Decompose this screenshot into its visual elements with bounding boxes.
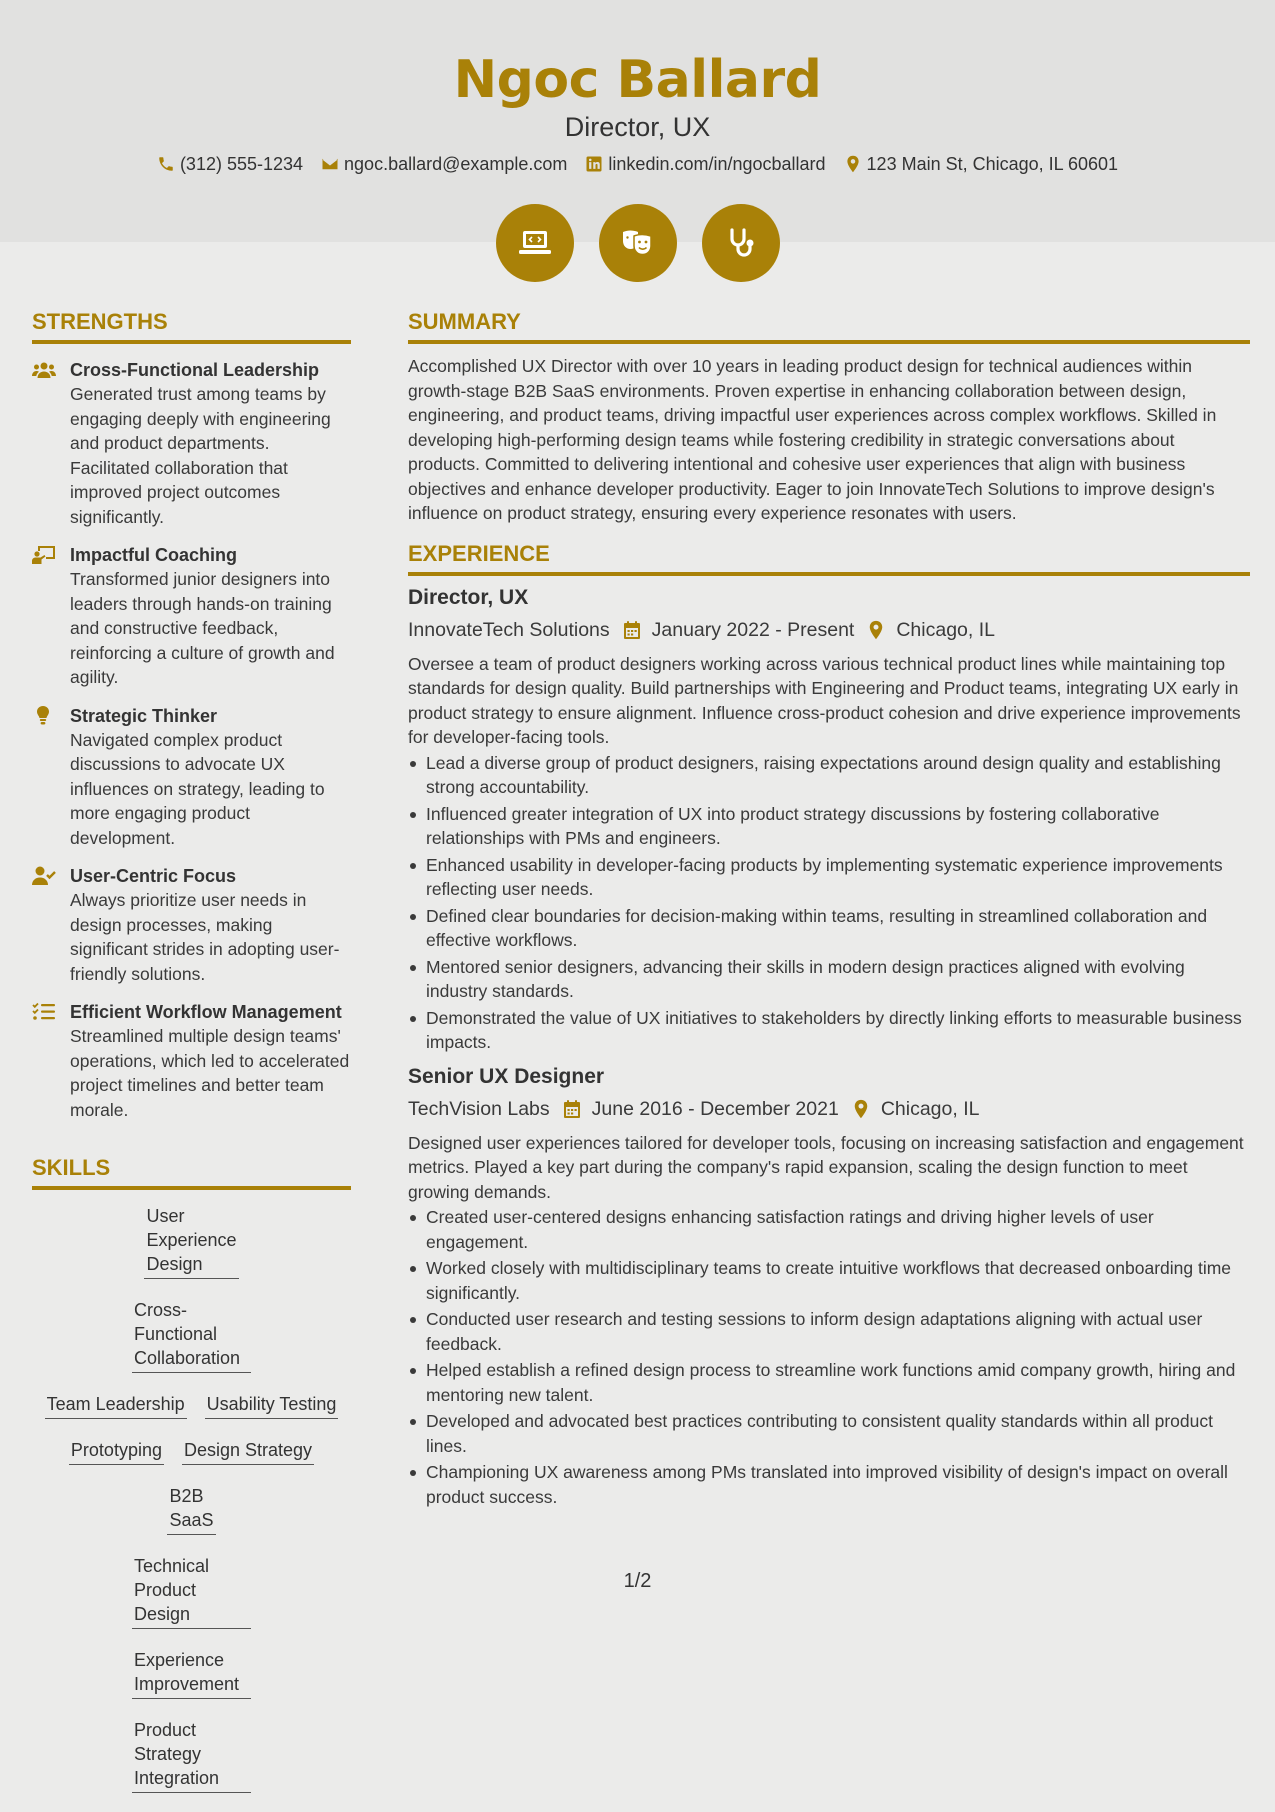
contact-linkedin[interactable] [585, 152, 825, 176]
address-text: 123 Main St, Chicago, IL 60601 [866, 154, 1119, 174]
list-item: Helped establish a refined design process to streamline work functions amid company growth, hiring and mentoring new talent. [408, 1358, 1250, 1407]
map-pin-icon [866, 620, 886, 640]
envelope-icon [321, 155, 339, 173]
strength-item [32, 543, 351, 690]
job-bullets [408, 751, 1250, 1055]
list-item: Championing UX awareness among PMs translated into improved visibility of design's impact on overall product success. [408, 1460, 1250, 1509]
strength-desc: Navigated complex product discussions to advocate UX influences on strategy, leading to more engaging product development. [70, 729, 325, 848]
phone-text: (312) 555-1234 [179, 154, 304, 174]
job-dates: June 2016 - December 2021 [591, 1097, 839, 1120]
theater-masks-icon [618, 223, 658, 263]
job-title: Director, UX [408, 585, 529, 609]
job-company: InnovateTech Solutions [408, 618, 610, 641]
strength-head: Cross-Functional Leadership [70, 360, 320, 380]
job-description: Designed user experiences tailored for developer tools, focusing on increasing satisfaction and engagement metrics. Played a key part during the company's rapid expansion, scaling the design function to meet growing demands. [408, 1132, 1244, 1202]
hobby-circle-theater [599, 204, 677, 282]
skills-heading: SKILLS [32, 1154, 351, 1190]
strength-desc: Streamlined multiple design teams' operations, which led to accelerated project timelines and better team morale. [70, 1026, 350, 1120]
list-item: Created user-centered designs enhancing satisfaction ratings and driving higher levels of user engagement. [408, 1205, 1250, 1254]
hobby-icons [0, 204, 1275, 282]
skills-list [32, 1204, 351, 1812]
skill-tag: Cross-Functional Collaboration [132, 1298, 251, 1373]
contact-address [844, 152, 1119, 176]
strength-head: User-Centric Focus [70, 866, 237, 886]
phone-icon [157, 155, 175, 173]
job-company: TechVision Labs [408, 1097, 550, 1120]
skill-tag: User Experience Design [144, 1204, 238, 1279]
job-meta [408, 1095, 1250, 1123]
stethoscope-icon [721, 223, 761, 263]
linkedin-text: linkedin.com/in/ngocballard [608, 154, 826, 174]
map-pin-icon [844, 155, 862, 173]
skill-tag: Prototyping [69, 1438, 164, 1465]
list-item: Demonstrated the value of UX initiatives to stakeholders by directly linking efforts to measurable business impacts. [408, 1006, 1250, 1055]
candidate-name: Ngoc Ballard [453, 50, 822, 110]
lightbulb-icon [32, 706, 56, 726]
list-item: Enhanced usability in developer-facing products by implementing systematic experience improvements reflecting user needs. [408, 853, 1250, 902]
job-location: Chicago, IL [880, 1097, 980, 1120]
skill-tag: Experience Improvement [132, 1648, 251, 1699]
skill-tag: Team Leadership [45, 1392, 187, 1419]
strength-head: Strategic Thinker [70, 705, 218, 726]
contact-email[interactable] [321, 152, 567, 176]
job-location: Chicago, IL [896, 618, 995, 641]
list-item: Worked closely with multidisciplinary teams to create intuitive workflows that decreased onboarding time significantly. [408, 1256, 1250, 1305]
job-dates: January 2022 - Present [651, 618, 855, 641]
contact-row [0, 152, 1275, 176]
job-title: Senior UX Designer [408, 1064, 605, 1088]
list-item: Lead a diverse group of product designers, raising expectations around design quality and establishing strong accountability. [408, 751, 1250, 800]
list-item: Defined clear boundaries for decision-making within teams, resulting in streamlined collaboration and effective workflows. [408, 904, 1250, 953]
hobby-circle-laptop [496, 204, 574, 282]
strength-item [32, 1000, 351, 1122]
list-item: Conducted user research and testing sessions to inform design adaptations aligning with actual user feedback. [408, 1307, 1250, 1356]
list-item: Influenced greater integration of UX into product strategy discussions by fostering collaborative relationships with PMs and engineers. [408, 802, 1250, 851]
skill-tag: Product Strategy Integration [132, 1718, 251, 1793]
users-icon [32, 360, 56, 380]
job-meta [408, 616, 1250, 644]
strength-item [32, 704, 351, 851]
map-pin-icon [851, 1099, 871, 1119]
laptop-code-icon [515, 223, 555, 263]
strength-desc: Transformed junior designers into leaders through hands-on training and constructive feedback, reinforcing a culture of growth and agility. [70, 569, 335, 687]
strengths-heading: STRENGTHS [32, 308, 351, 344]
skill-tag: Design Strategy [182, 1438, 314, 1465]
email-text: ngoc.ballard@example.com [344, 154, 568, 174]
strength-head: Impactful Coaching [70, 545, 238, 565]
page-number: 1/2 [623, 1570, 652, 1592]
calendar-icon [622, 620, 642, 640]
strength-desc: Always prioritize user needs in design processes, making significant strides in adopting user-friendly solutions. [70, 890, 340, 984]
summary-heading: SUMMARY [408, 308, 1250, 344]
contact-phone[interactable] [157, 152, 303, 176]
tasks-list-icon [32, 1002, 56, 1022]
strength-head: Efficient Workflow Management [70, 1002, 342, 1022]
strength-item [32, 358, 351, 529]
summary-text: Accomplished UX Director with over 10 years in leading product design for technical audiences within growth-stage B2B SaaS environments. Proven expertise in enhancing collaboration between design, engineering, and product teams, driving impactful user experiences across complex workflows. Skilled in developing high-performing design teams while fostering credibility in strategic conversations about products. Committed to delivering intentional and cohesive user experiences that align with business objectives and enhance developer productivity. Eager to join InnovateTech Solutions to improve design's influence on product strategy, ensuring every experience resonates with users. [408, 356, 1217, 523]
strength-desc: Generated trust among teams by engaging deeply with engineering and product departments. Facilitated collaboration that improved project outcomes significantly. [70, 384, 331, 527]
linkedin-icon [585, 155, 603, 173]
hobby-circle-stethoscope [702, 204, 780, 282]
right-column [408, 308, 1250, 1511]
job-entry [408, 1063, 1250, 1510]
candidate-title: Director, UX [564, 112, 711, 142]
list-item: Mentored senior designers, advancing their skills in modern design practices aligned with evolving industry standards. [408, 955, 1250, 1004]
job-entry [408, 584, 1250, 1055]
strength-item [32, 864, 351, 986]
skill-tag: Usability Testing [205, 1392, 339, 1419]
skill-tag: Technical Product Design [132, 1554, 251, 1629]
chalkboard-teacher-icon [32, 545, 56, 565]
skill-tag: B2B SaaS [167, 1484, 215, 1535]
job-bullets [408, 1205, 1250, 1509]
job-description: Oversee a team of product designers working across various technical product lines while maintaining top standards for design quality. Build partnerships with Engineering and Product teams, integrating UX early in product strategy to ensure alignment. Influence cross-product cohesion and drive experience improvements for developer-facing tools. [408, 653, 1241, 747]
experience-heading: EXPERIENCE [408, 540, 1250, 576]
list-item: Developed and advocated best practices contributing to consistent quality standards within all product lines. [408, 1409, 1250, 1458]
calendar-icon [562, 1099, 582, 1119]
user-check-icon [32, 866, 56, 886]
